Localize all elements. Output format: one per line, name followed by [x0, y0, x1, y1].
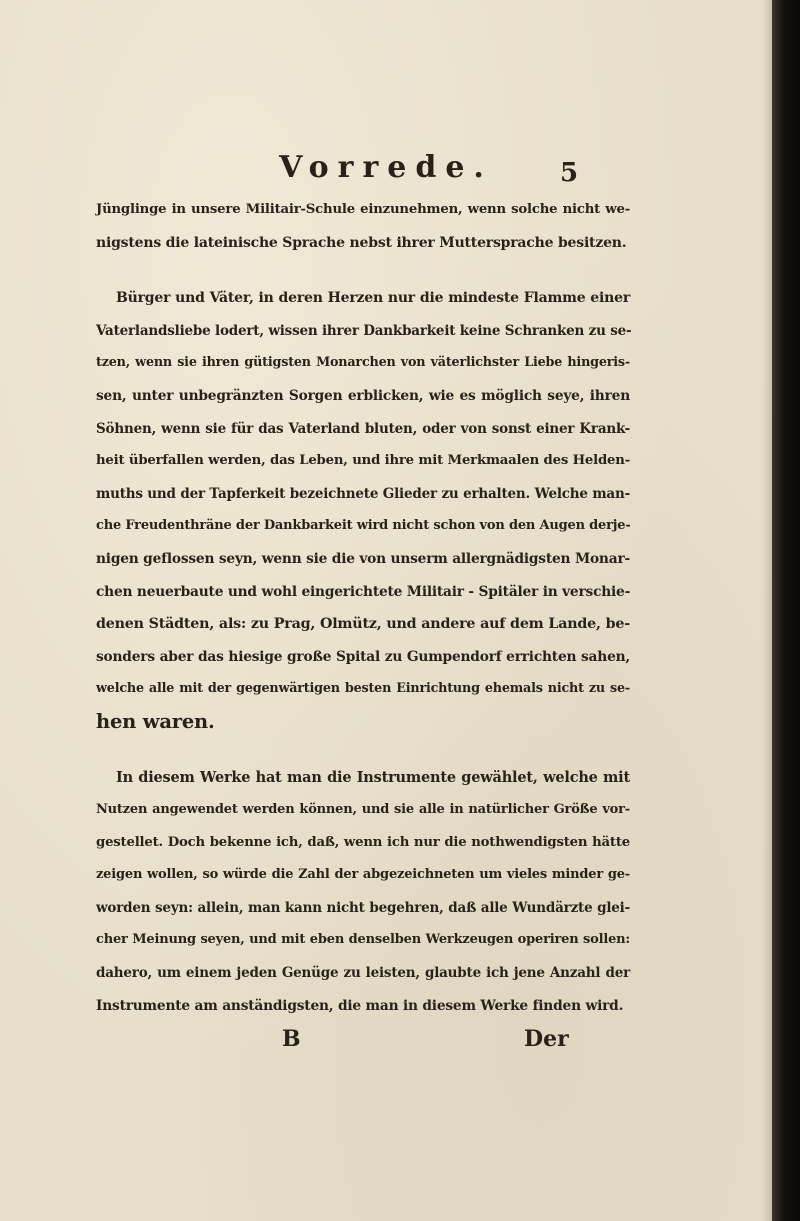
text-line: worden seyn: allein, man kann nicht begehren, daß alle Wundärzte glei- [96, 899, 630, 916]
text-line: che Freudenthräne der Dankbarkeit wird nicht schon von den Augen derje- [96, 518, 631, 534]
text-line: dahero, um einem jeden Genüge zu leisten, glaubte ich jene Anzahl der [96, 965, 630, 982]
signature-mark: B [282, 1026, 301, 1052]
paragraph [96, 282, 630, 738]
text-line: Söhnen, wenn sie für das Vaterland bluten, oder von sonst einer Krank- [96, 420, 630, 437]
running-title: Vorrede. [279, 150, 493, 185]
text-line: denen Städten, als: zu Prag, Olmütz, und andere auf dem Lande, be- [96, 616, 630, 633]
text-line: nigen geflossen seyn, wenn sie die von unserm allergnädigsten Monar- [96, 550, 630, 567]
catchword: Der [524, 1026, 569, 1052]
text-line: welche alle mit der gegenwärtigen besten Einrichtung ehemals nicht zu se- [96, 681, 630, 697]
page-footer [0, 1026, 772, 1060]
text-line: zeigen wollen, so würde die Zahl der abgezeichneten um vieles minder ge- [96, 867, 630, 883]
text-line: cher Meinung seyen, und mit eben denselben Werkzeugen operiren sollen: [96, 932, 630, 948]
paragraph-gap [96, 259, 630, 282]
text-line: Jünglinge in unsere Militair-Schule einzunehmen, wenn solche nicht we- [96, 202, 630, 217]
body-text [96, 194, 630, 1022]
text-line: Nutzen angewendet werden können, und sie alle in natürlicher Größe vor- [96, 802, 630, 818]
paragraph [96, 762, 630, 1023]
text-line: hen waren. [96, 709, 215, 733]
text-line: heit überfallen werden, das Leben, und ihre mit Merkmaalen des Helden- [96, 453, 630, 469]
text-line: Vaterlandsliebe lodert, wissen ihrer Dankbarkeit keine Schranken zu se- [96, 322, 632, 339]
text-line: sen, unter unbegränzten Sorgen erblicken, wie es möglich seye, ihren [96, 387, 630, 404]
text-line: nigstens die lateinische Sprache nebst ihrer Muttersprache besitzen. [96, 234, 627, 251]
text-line: gestellet. Doch bekenne ich, daß, wenn ich nur die nothwendigsten hätte [96, 834, 630, 850]
paragraph-gap [96, 739, 630, 762]
paragraph [96, 194, 630, 259]
page-number: 5 [560, 158, 579, 188]
text-line: tzen, wenn sie ihren gütigsten Monarchen von väterlichster Liebe hingeris- [96, 355, 630, 371]
text-line: chen neuerbaute und wohl eingerichtete Militair - Spitäler in verschie- [96, 583, 631, 600]
text-line: Instrumente am anständigsten, die man in diesem Werke finden wird. [96, 997, 624, 1014]
text-line: muths und der Tapferkeit bezeichnete Glieder zu erhalten. Welche man- [96, 485, 630, 502]
text-line: In diesem Werke hat man die Instrumente gewählet, welche mit [116, 768, 630, 786]
book-edge [772, 0, 800, 1221]
text-line: Bürger und Väter, in deren Herzen nur die mindeste Flamme einer [116, 290, 630, 307]
page-edge-shadow [762, 0, 772, 1221]
page-header [0, 150, 772, 190]
text-line: sonders aber das hiesige große Spital zu Gumpendorf errichten sahen, [96, 648, 630, 665]
